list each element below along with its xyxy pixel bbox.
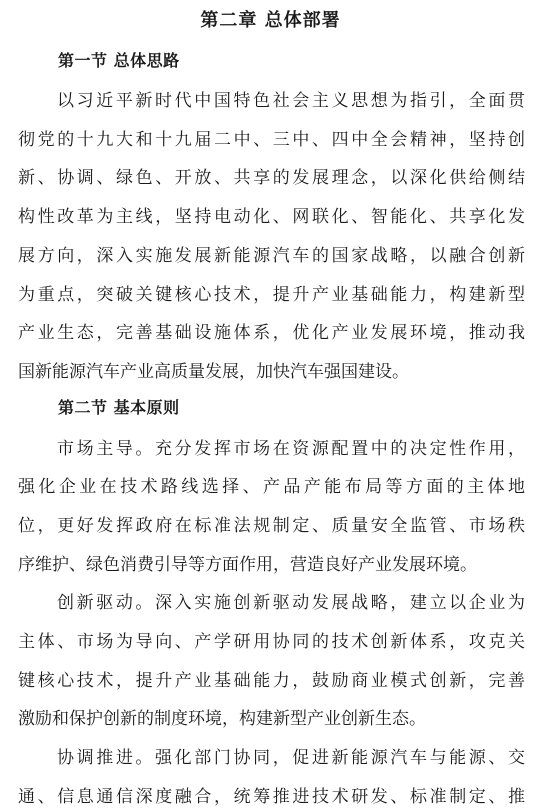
paragraph-line: 构性改革为主线，坚持电动化、网联化、智能化、共享化发: [18, 207, 525, 227]
paragraph-line: 以习近平新时代中国特色社会主义思想为指引，全面贯: [57, 91, 525, 111]
paragraph-line: 位，更好发挥政府在标准法规制定、质量安全监管、市场秩: [18, 516, 525, 536]
paragraph-line: 产业生态，完善基础设施体系，优化产业发展环境，推动我: [18, 323, 525, 343]
paragraph-line: 协调推进。强化部门协同，促进新能源汽车与能源、交: [57, 748, 525, 768]
paragraph-line: 强化企业在技术路线选择、产品产能布局等方面的主体地: [18, 477, 525, 497]
paragraph-line: 市场主导。充分发挥市场在资源配置中的决定性作用，: [57, 439, 525, 459]
paragraph-line: 创新驱动。深入实施创新驱动发展战略，建立以企业为: [57, 593, 525, 613]
section-title-basic-principles: 第二节 基本原则: [58, 398, 180, 417]
paragraph-line: 国新能源汽车产业高质量发展，加快汽车强国建设。: [18, 362, 409, 382]
section-title-overall-approach: 第一节 总体思路: [58, 51, 180, 70]
paragraph-line: 键核心技术，提升产业基础能力，鼓励商业模式创新，完善: [18, 671, 525, 691]
paragraph-line: 为重点，突破关键核心技术，提升产业基础能力，构建新型: [18, 285, 525, 305]
paragraph-line: 主体、市场为导向、产学研用协同的技术创新体系，攻克关: [18, 632, 525, 652]
paragraph-line: 展方向，深入实施发展新能源汽车的国家战略，以融合创新: [18, 246, 525, 266]
paragraph-line: 通、信息通信深度融合，统筹推进技术研发、标准制定、推: [18, 787, 525, 807]
chapter-title: 第二章 总体部署: [200, 10, 341, 31]
paragraph-line: 序维护、绿色消费引导等方面作用，营造良好产业发展环境。: [18, 555, 477, 575]
paragraph-line: 新、协调、绿色、开放、共享的发展理念，以深化供给侧结: [18, 168, 525, 188]
paragraph-line: 彻党的十九大和十九届二中、三中、四中全会精神，坚持创: [18, 130, 525, 150]
paragraph-line: 激励和保护创新的制度环境，构建新型产业创新生态。: [18, 709, 426, 729]
